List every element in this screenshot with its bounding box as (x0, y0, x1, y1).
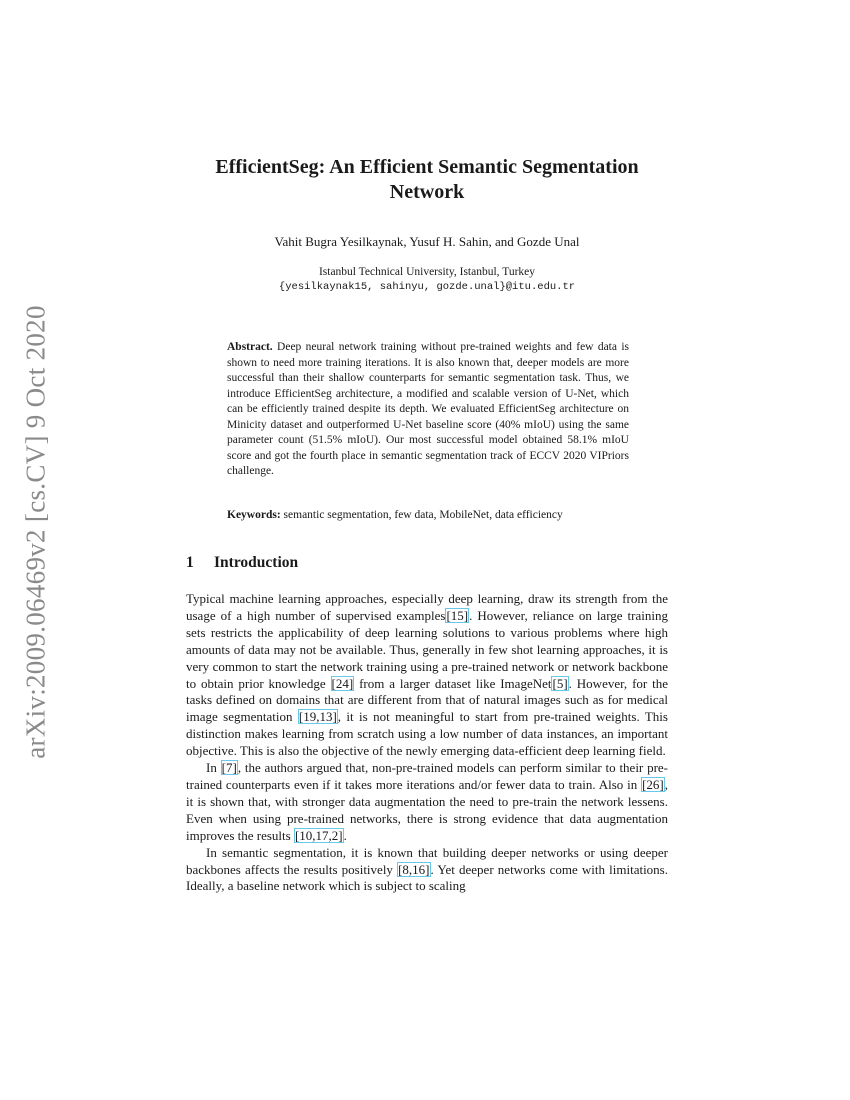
abstract-text: Deep neural network training without pre-trained weights and few data is shown to need more training iterations. It is also known that, deeper models are more successful than their shallow counterparts for semantic segmentation task. Thus, we introduce EfficientSeg architecture, a modified and scalable version of U-Net, which can be efficiently trained despite its depth. We evaluated EfficientSeg architecture on Minicity dataset and outperformed U-Net baseline score (40% mIoU) using the same parameter count (51.5% mIoU). Our most successful model obtained 58.1% mIoU score and got the fourth place in semantic segmentation track of ECCV 2020 VIPriors challenge. (227, 341, 629, 477)
text-run: . (343, 827, 347, 843)
keywords (227, 508, 637, 523)
text-run: , it is shown that, with stronger data augmentation the need to pre-train the network lessens. Even when using pre-trained networks, there is strong evidence that data augmentation improves the results (186, 776, 668, 843)
paper-title (186, 155, 668, 205)
affiliation-block (186, 265, 668, 295)
abstract-label: Abstract. (227, 341, 273, 353)
text-run: In semantic segmentation, it is known that building deeper networks or using deeper backbones affects the results positively (186, 844, 668, 877)
text-run: , the authors argued that, non-pre-trained models can perform similar to their pre-trained counterparts even if it takes more iterations and/or fewer data to train. Also in (186, 760, 668, 792)
keywords-label: Keywords: (227, 509, 281, 521)
section-title: Introduction (214, 554, 299, 571)
citation-link[interactable]: [15] (446, 607, 469, 623)
citation-link[interactable]: [10,17,2] (294, 827, 343, 843)
author-list: Vahit Bugra Yesilkaynak, Yusuf H. Sahin, and Gozde Unal (274, 234, 580, 249)
text-run: from a larger dataset like ImageNet (354, 675, 552, 691)
author-emails: {yesilkaynak15, sahinyu, gozde.unal}@itu.edu.tr (278, 281, 576, 293)
title-line-2: Network (389, 181, 465, 203)
paragraph-2 (186, 760, 668, 845)
arxiv-stamp: arXiv:2009.06469v2 [cs.CV] 9 Oct 2020 (20, 305, 51, 759)
section-heading (186, 554, 298, 572)
introduction-body (186, 591, 668, 895)
paragraph-1 (186, 591, 668, 760)
text-run: Typical machine learning approaches, especially deep learning, draw its strength from the usage of a high number of supervised examples (186, 591, 668, 623)
text-run: . Yet deeper networks come with limitations. Ideally, a baseline network which is subject to scaling (186, 861, 668, 894)
citation-link[interactable]: [26] (642, 776, 664, 792)
paragraph-3 (186, 845, 668, 896)
text-run: . However, for the tasks defined on domains that are different from that of natural images such as for medical image segmentation (186, 675, 669, 725)
text-run: . However, reliance on large training sets restricts the applicability of deep learning solutions to various problems where high amounts of data may not be available. Thus, generally in few shot learning approaches, it is very common to start the network training using a pre-trained network or network backbone to obtain prior knowledge (186, 607, 668, 691)
citation-link[interactable]: [8,16] (398, 861, 430, 877)
text-run: , it is not meaningful to start from pre-trained weights. This distinction makes learning from scratch using a low number of data instances, an important objective. This is also the objective of the newly emerging data-efficient deep learning field. (186, 709, 668, 759)
title-line-1: EfficientSeg: An Efficient Semantic Segmentation (215, 156, 639, 178)
keywords-text: semantic segmentation, few data, MobileNet, data efficiency (283, 509, 563, 521)
text-run: In (206, 760, 221, 776)
section-number: 1 (186, 554, 194, 571)
abstract (227, 340, 629, 480)
citation-link[interactable]: [24] (331, 675, 354, 691)
citation-link[interactable]: [19,13] (298, 709, 337, 725)
citation-link[interactable]: [7] (221, 760, 237, 776)
affiliation: Istanbul Technical University, Istanbul, Turkey (318, 266, 536, 278)
citation-link[interactable]: [5] (552, 675, 568, 691)
